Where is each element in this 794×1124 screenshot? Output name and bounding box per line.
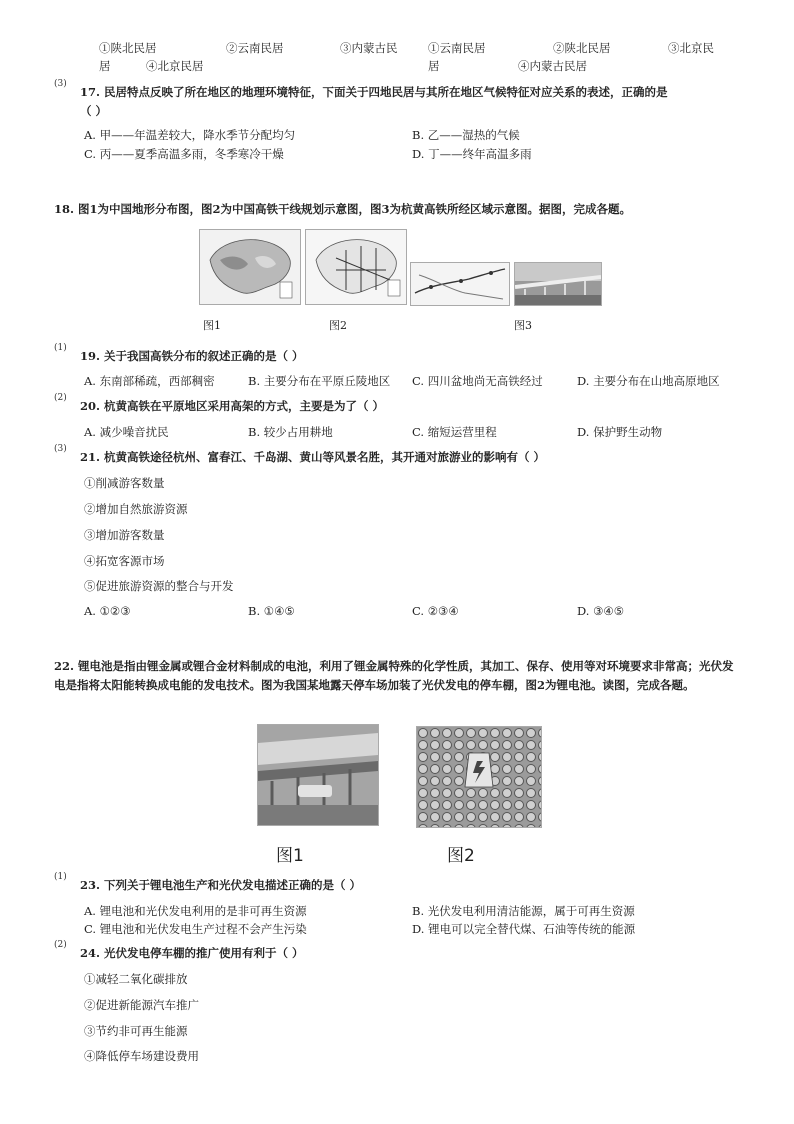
q17-sub-number: (3) (54, 79, 67, 89)
q16-right-option-4: ④内蒙古民居 (518, 59, 587, 73)
q21-option-b: B. ①④⑤ (248, 604, 295, 618)
china-high-speed-rail-map-image (305, 229, 407, 305)
q17-option-c: C. 丙——夏季高温多雨，冬季寒冷干燥 (84, 147, 284, 161)
q16-left-option-1: ①陕北民居 (99, 41, 157, 55)
q16-right-option-2: ②陕北民居 (553, 41, 611, 55)
q18-stem: 18. 图1为中国地形分布图，图2为中国高铁干线规划示意图，图3为杭黄高铁所经区域示意图。据图，完成各题。 (54, 202, 632, 216)
q23-option-d: D. 锂电可以完全替代煤、石油等传统的能源 (412, 922, 636, 936)
q22-stem: 22. 锂电池是指由锂金属或锂合金材料制成的电池，利用了锂金属特殊的化学性质，其加工、保存、使用等对环境要求非常高；光伏发电是指将太阳能转换成电能的发电技术。图为我国某地露天停车场加装了光伏发电的停车棚，图2为锂电池。读图，完成各题。 (54, 659, 734, 692)
q16-right-option-1: ①云南民居 (428, 41, 486, 55)
q23-option-b: B. 光伏发电利用清洁能源，属于可再生资源 (412, 904, 635, 918)
solar-carport-photo (257, 724, 379, 826)
q24-item-4: ④降低停车场建设费用 (84, 1049, 199, 1063)
q20-option-a: A. 减少噪音扰民 (84, 425, 169, 439)
q17-option-d: D. 丁——终年高温多雨 (412, 147, 532, 161)
q24-stem: 24. 光伏发电停车棚的推广使用有利于（ ） (80, 946, 304, 960)
q19-stem: 19. 关于我国高铁分布的叙述正确的是（ ） (80, 349, 304, 363)
q24-item-1: ①减轻二氧化碳排放 (84, 972, 188, 986)
lithium-battery-photo (416, 726, 542, 828)
q21-item-4: ④拓宽客源市场 (84, 554, 165, 568)
q19-option-c: C. 四川盆地尚无高铁经过 (412, 374, 543, 388)
q16-right-option-3-cont: 居 (428, 59, 440, 73)
q16-left-option-3: ③内蒙古民 (340, 41, 398, 55)
q21-item-1: ①削减游客数量 (84, 476, 165, 490)
figure-3-label: 图3 (514, 319, 532, 332)
q20-option-b: B. 较少占用耕地 (248, 425, 333, 439)
q23-sub-number: (1) (54, 872, 67, 882)
q19-sub-number: (1) (54, 343, 67, 353)
figure-1-caption: 图1 (276, 846, 304, 866)
q21-item-3: ③增加游客数量 (84, 528, 165, 542)
q23-option-c: C. 锂电池和光伏发电生产过程不会产生污染 (84, 922, 307, 936)
hangzhou-huangshan-rail-region-image (410, 262, 510, 306)
q24-item-3: ③节约非可再生能源 (84, 1024, 188, 1038)
q21-item-5: ⑤促进旅游资源的整合与开发 (84, 579, 234, 593)
q17-option-a: A. 甲——年温差较大，降水季节分配均匀 (84, 128, 296, 142)
elevated-railway-photo (514, 262, 602, 306)
q16-right-option-3: ③北京民 (668, 41, 714, 55)
q21-option-d: D. ③④⑤ (577, 604, 625, 618)
q23-stem: 23. 下列关于锂电池生产和光伏发电描述正确的是（ ） (80, 878, 362, 892)
q20-sub-number: (2) (54, 393, 67, 403)
q16-left-option-2: ②云南民居 (226, 41, 284, 55)
figure-2-label: 图2 (329, 319, 347, 332)
q19-option-b: B. 主要分布在平原丘陵地区 (248, 374, 391, 388)
q23-option-a: A. 锂电池和光伏发电利用的是非可再生资源 (84, 904, 307, 918)
q21-sub-number: (3) (54, 444, 67, 454)
q19-option-a: A. 东南部稀疏，西部稠密 (84, 374, 215, 388)
q17-stem-cont: （ ） (80, 104, 108, 118)
q20-stem: 20. 杭黄高铁在平原地区采用高架的方式，主要是为了（ ） (80, 399, 385, 413)
q20-option-c: C. 缩短运营里程 (412, 425, 497, 439)
q19-option-d: D. 主要分布在山地高原地区 (577, 374, 720, 388)
q16-left-option-4: ④北京民居 (146, 59, 204, 73)
q21-stem: 21. 杭黄高铁途径杭州、富春江、千岛湖、黄山等风景名胜，其开通对旅游业的影响有（ ） (80, 450, 546, 464)
q21-option-a: A. ①②③ (84, 604, 131, 618)
q24-item-2: ②促进新能源汽车推广 (84, 998, 199, 1012)
q17-stem: 17. 民居特点反映了所在地区的地理环境特征，下面关于四地民居与其所在地区气候特征对应关系的表述，正确的是 (80, 85, 668, 99)
q21-item-2: ②增加自然旅游资源 (84, 502, 188, 516)
q16-left-option-3-cont: 居 (99, 59, 111, 73)
q20-option-d: D. 保护野生动物 (577, 425, 663, 439)
q24-sub-number: (2) (54, 940, 67, 950)
figure-1-label: 图1 (203, 319, 221, 332)
china-terrain-map-image (199, 229, 301, 305)
figure-2-caption: 图2 (447, 846, 475, 866)
q17-option-b: B. 乙——湿热的气候 (412, 128, 520, 142)
q21-option-c: C. ②③④ (412, 604, 459, 618)
